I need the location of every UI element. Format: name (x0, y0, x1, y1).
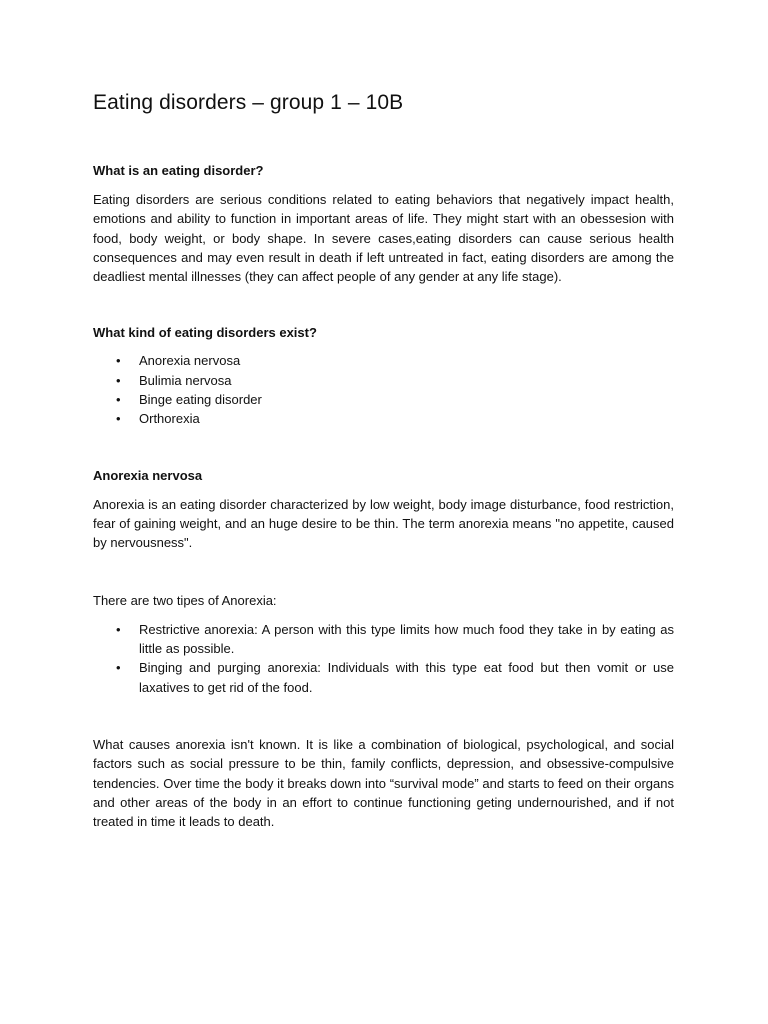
paragraph-types-intro: There are two tipes of Anorexia: (93, 592, 277, 608)
list-item-label: Restrictive anorexia: A person with this type limits how much food they take in by eating as little as possible. (139, 621, 674, 657)
list-item (93, 620, 674, 659)
paragraph-anorexia-causes: What causes anorexia isn't known. It is like a combination of biological, psychological, and social factors such as social pressure to be thin, family conflicts, depression, and obsessive-compulsive tendencies. Over time the body it breaks down into “survival mode” and starts to feed on their organs and other areas of the body in an effort to continue functioning geting undernourished, and if not treated in time it leads to death. (93, 737, 674, 830)
bullet-icon: • (116, 411, 121, 427)
document-title: Eating disorders – group 1 – 10B (93, 91, 404, 114)
heading-anorexia-nervosa: Anorexia nervosa (93, 467, 203, 483)
anorexia-types-list (93, 620, 674, 697)
list-item-label: Bulimia nervosa (139, 372, 232, 388)
bullet-icon: • (116, 372, 121, 388)
list-item-label: Binge eating disorder (139, 392, 262, 408)
disorder-list (93, 351, 674, 428)
document-body (93, 86, 674, 832)
bullet-icon: • (116, 660, 121, 676)
list-item (93, 390, 674, 409)
paragraph-anorexia-definition: Anorexia is an eating disorder characterized by low weight, body image disturbance, food restriction, fear of gaining weight, and an huge desire to be thin. The term anorexia means "no appetite, caused by nervousness". (93, 496, 674, 551)
bullet-icon: • (116, 353, 121, 369)
list-item (93, 409, 674, 428)
list-item (93, 658, 674, 697)
list-item-label: Binging and purging anorexia: Individuals with this type eat food but then vomit or use laxatives to get rid of the food. (139, 660, 674, 695)
list-item-label: Orthorexia (139, 411, 200, 427)
heading-kinds-of-disorders: What kind of eating disorders exist? (93, 325, 317, 341)
heading-what-is-eating-disorder: What is an eating disorder? (93, 163, 264, 178)
list-item-label: Anorexia nervosa (139, 353, 241, 369)
list-item (93, 351, 674, 370)
list-item (93, 371, 674, 390)
bullet-icon: • (116, 621, 121, 637)
paragraph-definition: Eating disorders are serious conditions related to eating behaviors that negatively impact health, emotions and ability to function in important areas of life. They might start with an obessesion with food, body weight, or body shape. In severe cases,eating disorders can cause serious health consequences and may even result in death if left untreated in fact, eating disorders are among the deadliest mental illnesses (they can affect people of any gender at any life stage). (93, 192, 674, 285)
bullet-icon: • (116, 392, 121, 408)
